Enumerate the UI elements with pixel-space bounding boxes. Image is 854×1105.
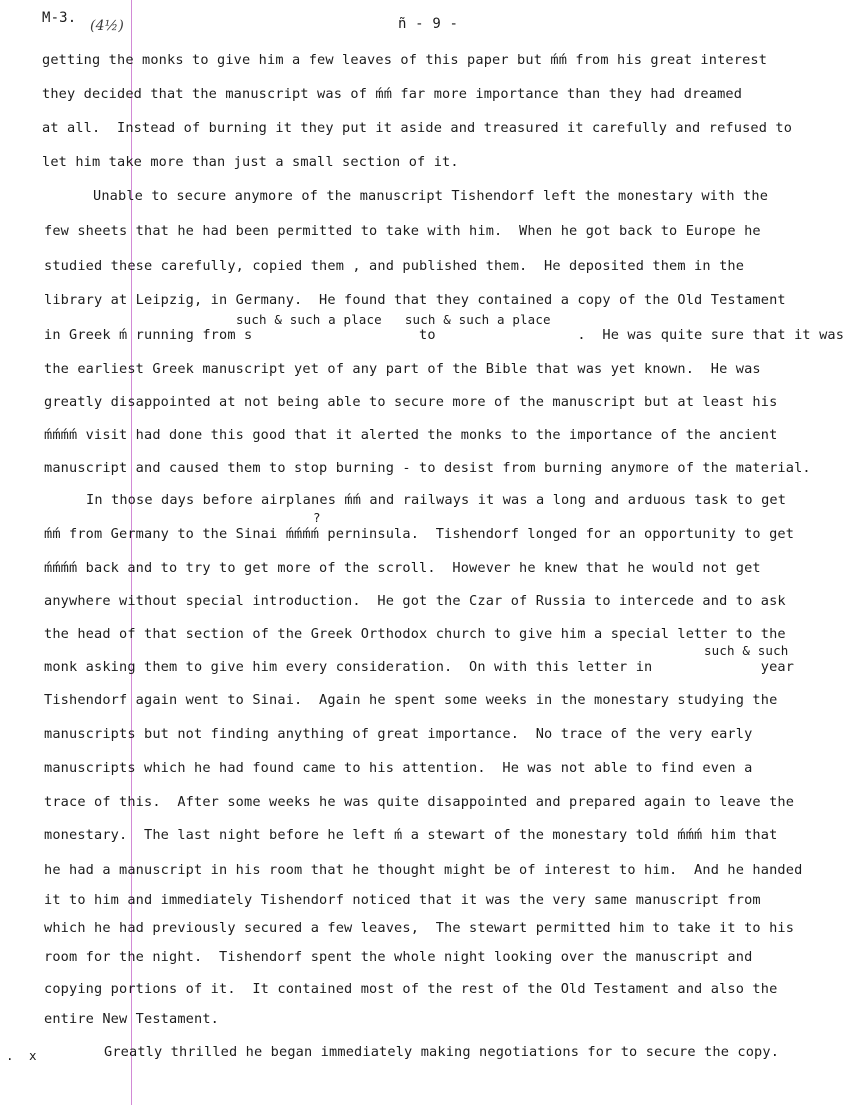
body-line: anywhere without special introduction. He got the Czar of Russia to intercede and to ask <box>44 593 786 609</box>
body-line: which he had previously secured a few leaves, The stewart permitted him to take it to his <box>44 920 795 936</box>
body-line: the head of that section of the Greek Orthodox church to give him a special letter to the <box>44 626 786 642</box>
body-line: copying portions of it. It contained most of the rest of the Old Testament and also the <box>44 981 778 997</box>
body-line: manuscript and caused them to stop burning - to desist from burning anymore of the material. <box>44 460 811 476</box>
body-line: ḿḿ from Germany to the Sinai ḿḿḿḿ perninsula. Tishendorf longed for an opportunity to get <box>44 526 795 542</box>
margin-mark: . x <box>6 1048 37 1063</box>
body-line: in Greek ḿ running from s to . He was quite sure that it was <box>44 327 845 343</box>
body-line: room for the night. Tishendorf spent the whole night looking over the manuscript and <box>44 949 753 965</box>
body-line: Unable to secure anymore of the manuscript Tishendorf left the monestary with the <box>93 188 769 204</box>
body-line: library at Leipzig, in Germany. He found that they contained a copy of the Old Testament <box>44 292 786 308</box>
body-line: let him take more than just a small section of it. <box>42 154 459 170</box>
body-line: manuscripts which he had found came to his attention. He was not able to find even a <box>44 760 753 776</box>
body-line: Greatly thrilled he began immediately making negotiations for to secure the copy. <box>104 1044 780 1060</box>
body-line: Tishendorf again went to Sinai. Again he spent some weeks in the monestary studying the <box>44 692 778 708</box>
body-line: monk asking them to give him every consideration. On with this letter in year <box>44 659 795 675</box>
body-line: the earliest Greek manuscript yet of any part of the Bible that was yet known. He was <box>44 361 761 377</box>
body-line: In those days before airplanes ḿḿ and railways it was a long and arduous task to get <box>86 492 787 508</box>
body-line: ḿḿḿḿ back and to try to get more of the scroll. However he knew that he would not get <box>44 560 761 576</box>
page-number: ñ - 9 - <box>398 16 459 32</box>
body-line: studied these carefully, copied them , and published them. He deposited them in the <box>44 258 745 274</box>
interlinear-insertion: such & such <box>704 643 789 658</box>
body-line: he had a manuscript in his room that he thought might be of interest to him. And he handed <box>44 862 803 878</box>
body-line: monestary. The last night before he left ḿ a stewart of the monestary told ḿḿḿ him that <box>44 827 778 843</box>
page-reference: M-3. <box>42 10 77 26</box>
interlinear-question-mark: ? <box>313 510 321 525</box>
body-line: they decided that the manuscript was of ḿḿ far more importance than they had dreamed <box>42 86 743 102</box>
body-line: getting the monks to give him a few leaves of this paper but ḿḿ from his great interest <box>42 52 768 68</box>
body-line: at all. Instead of burning it they put it aside and treasured it carefully and refused to <box>42 120 793 136</box>
handwritten-page-note: (4½) <box>90 18 125 34</box>
interlinear-insertion: such & such a place such & such a place <box>236 312 551 327</box>
body-line: few sheets that he had been permitted to take with him. When he got back to Europe he <box>44 223 761 239</box>
body-line: trace of this. After some weeks he was quite disappointed and prepared again to leave the <box>44 794 795 810</box>
body-line: manuscripts but not finding anything of great importance. No trace of the very early <box>44 726 753 742</box>
body-line: it to him and immediately Tishendorf noticed that it was the very same manuscript from <box>44 892 761 908</box>
body-line: entire New Testament. <box>44 1011 220 1027</box>
body-line: greatly disappointed at not being able to secure more of the manuscript but at least his <box>44 394 778 410</box>
body-line: ḿḿḿḿ visit had done this good that it alerted the monks to the importance of the ancient <box>44 427 778 443</box>
